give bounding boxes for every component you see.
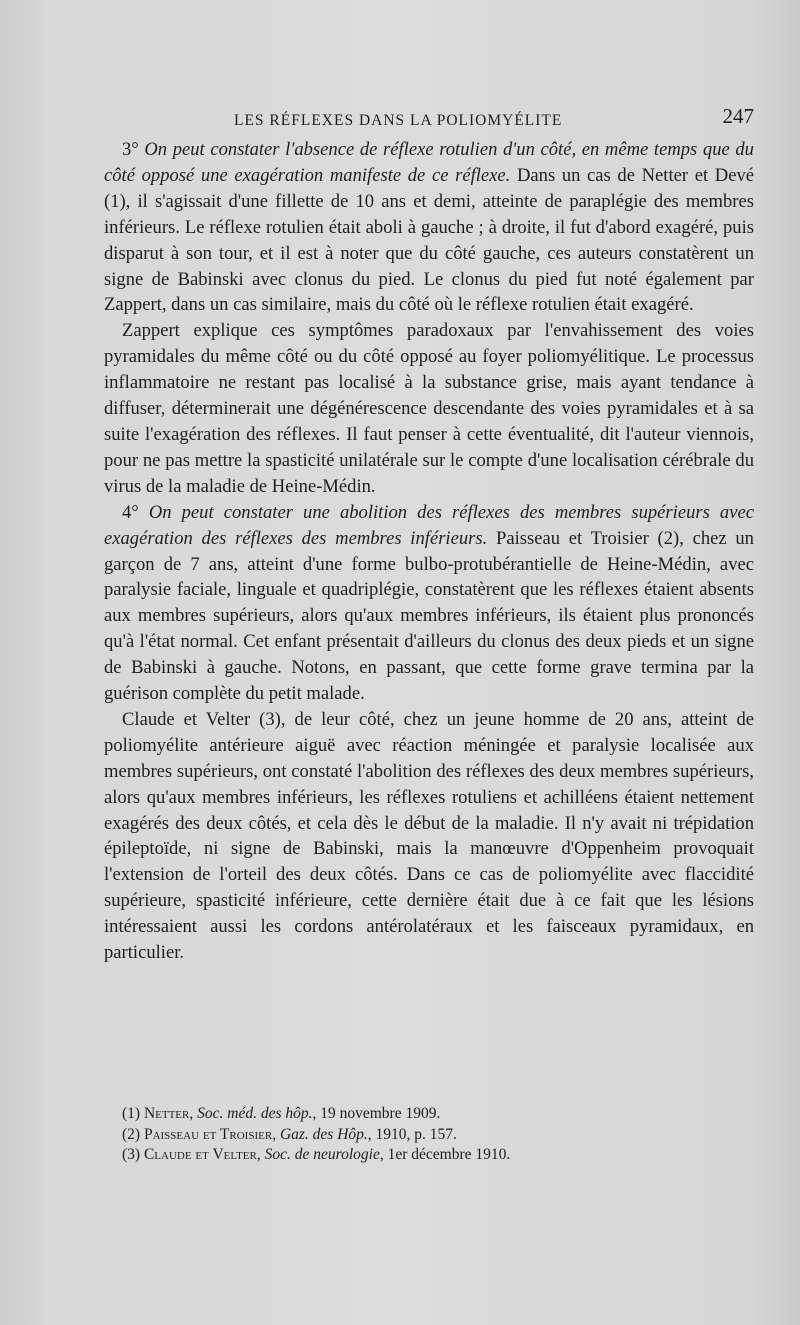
paragraph-claude-velter: Claude et Velter (3), de leur côté, chez un jeune homme de 20 ans, atteint de poliomyélite antérieure aiguë avec réaction méningée et paralysie localisée aux membres supérieurs, ont constaté l'abolition des réflexes des deux membres supérieurs, alors qu'aux membres inférieurs, les réflexes rotuliens et achilléens étaient nettement exagérés des deux côtés, et cela dès le début de la maladie. Il n'y avait ni trépidation épileptoïde, ni signe de Babinski, mais la manœuvre d'Oppenheim provoquait l'extension de l'orteil des deux côtés. Dans ce cas de poliomyélite avec flaccidité supérieure, spasticité inférieure, cette dernière était due à ce fait que les lésions intéressaient aussi les cordons antérolatéraux et les faisceaux pyramidaux, en particulier. (104, 708, 754, 964)
paragraph-4 (104, 500, 754, 707)
body-text (104, 137, 754, 966)
paragraph-3 (104, 137, 754, 318)
footnote-journal: Soc. méd. des hôp. (197, 1105, 313, 1122)
footnote: (2) Paisseau et Troisier, Gaz. des Hôp., 1910, p. 157. (122, 1125, 457, 1143)
item-number: 4° (122, 501, 149, 523)
item-number: 3° (122, 139, 145, 160)
footnote-number: (1) (122, 1105, 141, 1122)
paragraph-body: Paisseau et Troisier (2), chez un garçon de 7 ans, atteint d'une forme bulbo-protubérantielle de Heine-Médin, avec paralysie faciale, linguale et quadriplégie, constatèrent que les réflexes étaient absents aux membres supérieurs, alors qu'aux membres inférieurs, ils étaient plus prononcés qu'à l'état normal. Cet enfant présentait d'ailleurs du clonus des deux pieds et un signe de Babinski à gauche. Notons, en passant, que cette forme grave termina par la guérison complète du petit malade. (104, 527, 754, 705)
footnote-author: Claude et Velter (143, 1146, 257, 1163)
footnote-date: , 19 novembre 1909. (312, 1105, 441, 1122)
footnote-journal: Soc. de neurologie (264, 1146, 380, 1163)
footnote-author: Netter (143, 1105, 190, 1122)
page-number: 247 (722, 104, 754, 128)
footnote-author: Paisseau et Troisier (143, 1125, 273, 1143)
running-title: LES RÉFLEXES DANS LA POLIOMYÉLITE (234, 112, 563, 129)
item-heading: On peut constater une abolition des réflexes des membres supérieurs avec exagération des réflexes des membres inférieurs. (104, 501, 754, 549)
footnote-date: , 1er décembre 1910. (379, 1146, 511, 1163)
footnote-number: (2) (122, 1125, 141, 1143)
footnote-journal: Gaz. des Hôp. (279, 1125, 368, 1143)
paragraph-zappert: Zappert explique ces symptômes paradoxaux par l'envahissement des voies pyramidales du même côté ou du côté opposé au foyer poliomyélitique. Le processus inflammatoire ne restant pas localisé à la substance grise, mais ayant tendance à diffuser, déterminerait une dégénérescence descendante des voies pyramidales et à sa suite l'exagération des réflexes. Il faut penser à cette éventualité, dit l'auteur viennois, pour ne pas mettre la spasticité unilatérale sur le compte d'une localisation cérébrale du virus de la maladie de Heine-Médin. (104, 320, 754, 497)
paragraph-body: Dans un cas de Netter et Devé (1), il s'agissait d'une fillette de 10 ans et demi, atteinte de paraplégie des membres inférieurs. Le réflexe rotulien était aboli à gauche ; à droite, il fut d'abord exagéré, puis disparut à son tour, et il est à noter que du côté gauche, ces auteurs constatèrent un signe de Babinski avec clonus du pied. Le clonus du pied fut noté également par Zappert, dans un cas similaire, mais du côté où le réflexe rotulien était exagéré. (104, 164, 755, 316)
page-header (104, 104, 754, 134)
footnotes (122, 1104, 742, 1166)
footnote: (1) Netter, Soc. méd. des hôp., 19 novembre 1909. (122, 1105, 441, 1122)
footnote: (3) Claude et Velter, Soc. de neurologie, 1er décembre 1910. (122, 1146, 511, 1163)
footnote-date: , 1910, p. 157. (367, 1125, 457, 1143)
item-heading: On peut constater l'absence de réflexe rotulien d'un côté, en même temps que du côté opposé une exagération manifeste de ce réflexe. (104, 139, 754, 186)
footnote-number: (3) (122, 1146, 141, 1163)
